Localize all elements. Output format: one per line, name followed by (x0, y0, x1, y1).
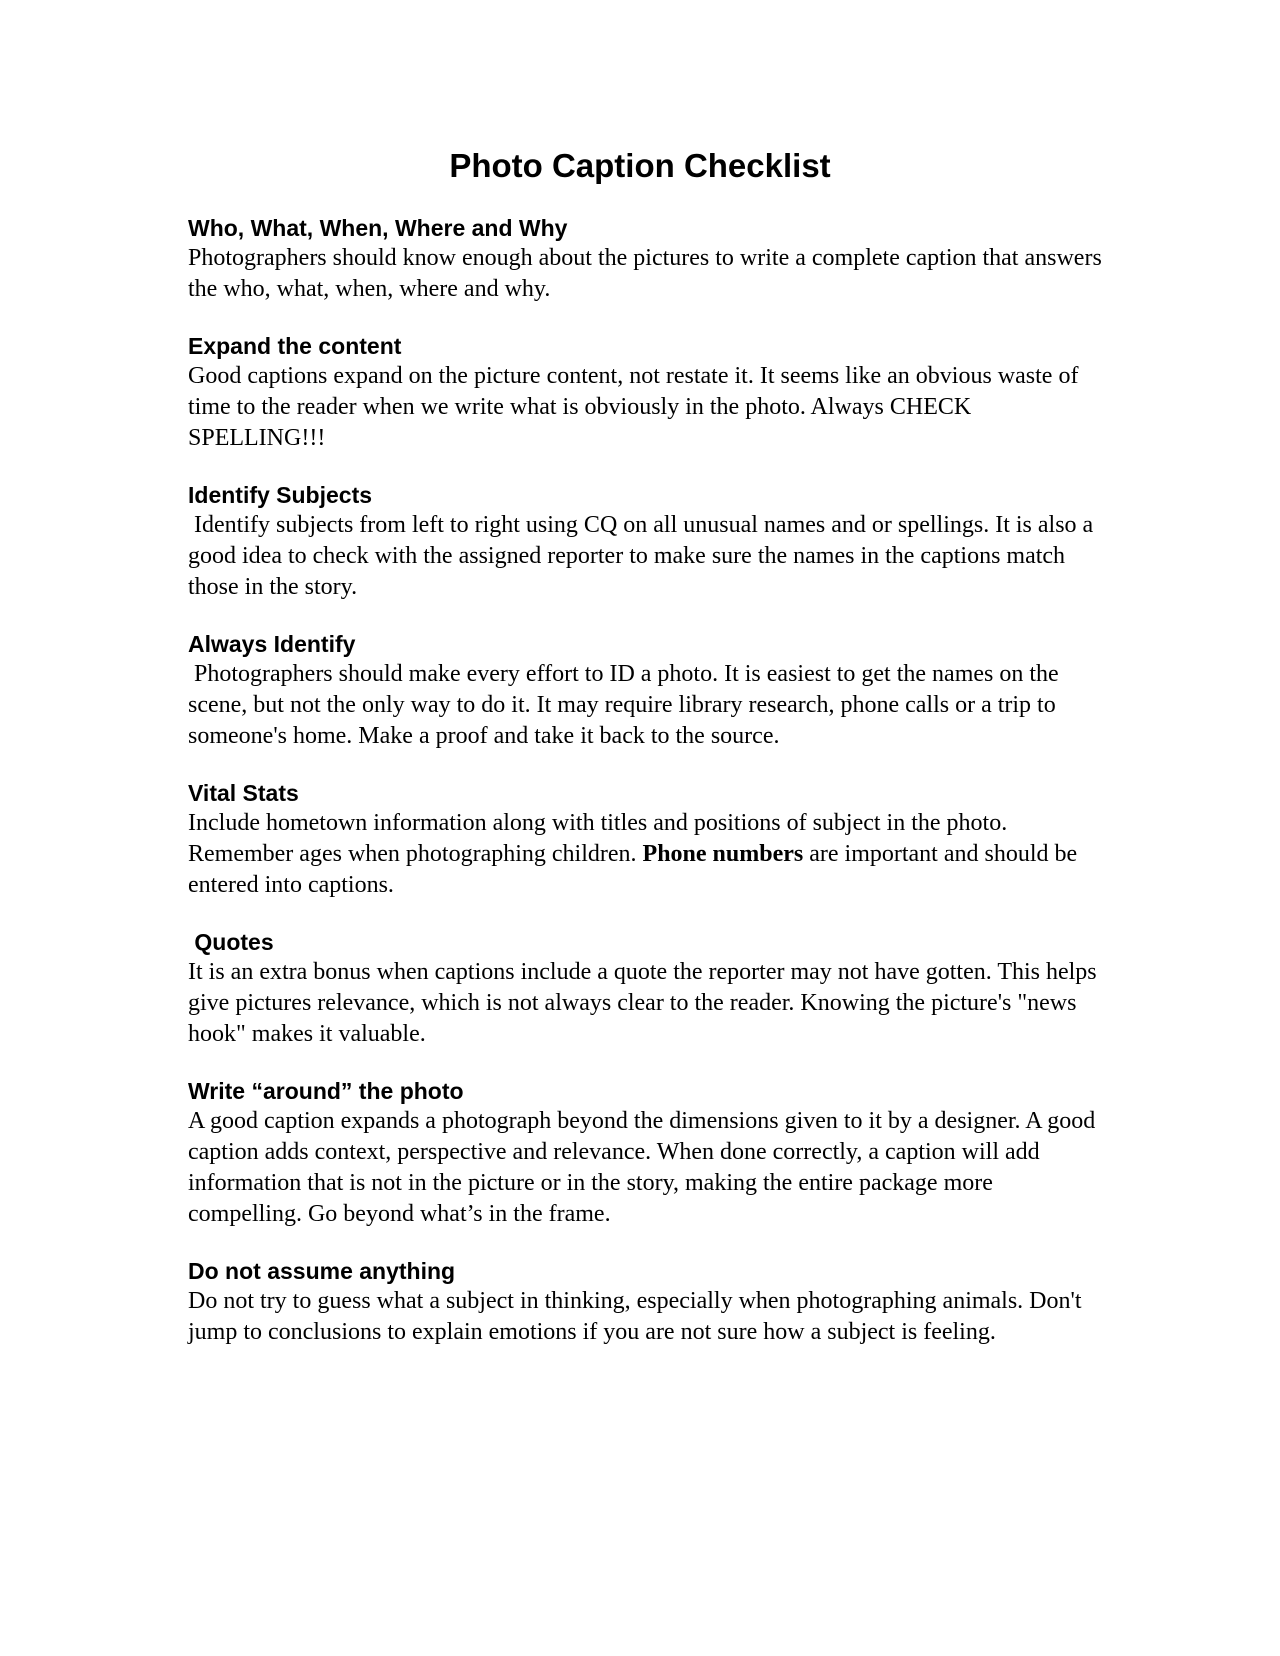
section-body: It is an extra bonus when captions include a quote the reporter may not have gotten. This helps give pictures relevance, which is not always clear to the reader. Knowing the picture's "news hook" makes it valuable. (188, 959, 1103, 1047)
section-body: Do not try to guess what a subject in thinking, especially when photographing animals. Don't jump to conclusions to explain emotions if you are not sure how a subject is feeling. (188, 1288, 1088, 1345)
section-body: Good captions expand on the picture content, not restate it. It seems like an obvious waste of time to the reader when we write what is obviously in the photo. Always CHECK SPELLING!!! (188, 363, 1085, 451)
section-expand-content (188, 331, 1108, 454)
section-heading: Do not assume anything (188, 1258, 456, 1284)
section-body (188, 808, 1108, 901)
section-heading: Identify Subjects (188, 482, 373, 508)
section-heading: Write “around” the photo (188, 1078, 464, 1104)
section-identify-subjects (188, 480, 1108, 603)
section-heading: Always Identify (188, 631, 356, 657)
section-who-what-when (188, 213, 1108, 305)
body-text: Include hometown information along with titles and positions of subject in the photo. Remember ages when photographing children. (188, 810, 1014, 867)
section-body: A good caption expands a photograph beyond the dimensions given to it by a designer. A good caption adds context, perspective and relevance. When done correctly, a caption will add information that is not in the picture or in the story, making the entire package more compelling. Go beyond what’s in the frame. (188, 1108, 1102, 1227)
section-body: Photographers should make every effort to ID a photo. It is easiest to get the names on the scene, but not the only way to do it. It may require library research, phone calls or a trip to someone's home. Make a proof and take it back to the source. (188, 661, 1065, 749)
section-do-not-assume (188, 1256, 1108, 1348)
section-always-identify (188, 629, 1108, 752)
document-title: Photo Caption Checklist (449, 147, 831, 184)
section-heading: Who, What, When, Where and Why (188, 215, 568, 241)
document-content (188, 213, 1108, 1374)
section-quotes (188, 927, 1108, 1050)
bold-phrase: Phone numbers (642, 841, 804, 867)
section-body: Photographers should know enough about the pictures to write a complete caption that answers the who, what, when, where and why. (188, 245, 1108, 302)
section-heading: Quotes (188, 929, 274, 955)
section-heading: Expand the content (188, 333, 402, 359)
section-body: Identify subjects from left to right using CQ on all unusual names and or spellings. It is also a good idea to check with the assigned reporter to make sure the names in the captions match those in the story. (188, 512, 1100, 600)
section-heading: Vital Stats (188, 780, 299, 806)
section-vital-stats (188, 778, 1108, 901)
body-text: are important and should be entered into captions. (188, 841, 1084, 898)
section-write-around (188, 1076, 1108, 1230)
